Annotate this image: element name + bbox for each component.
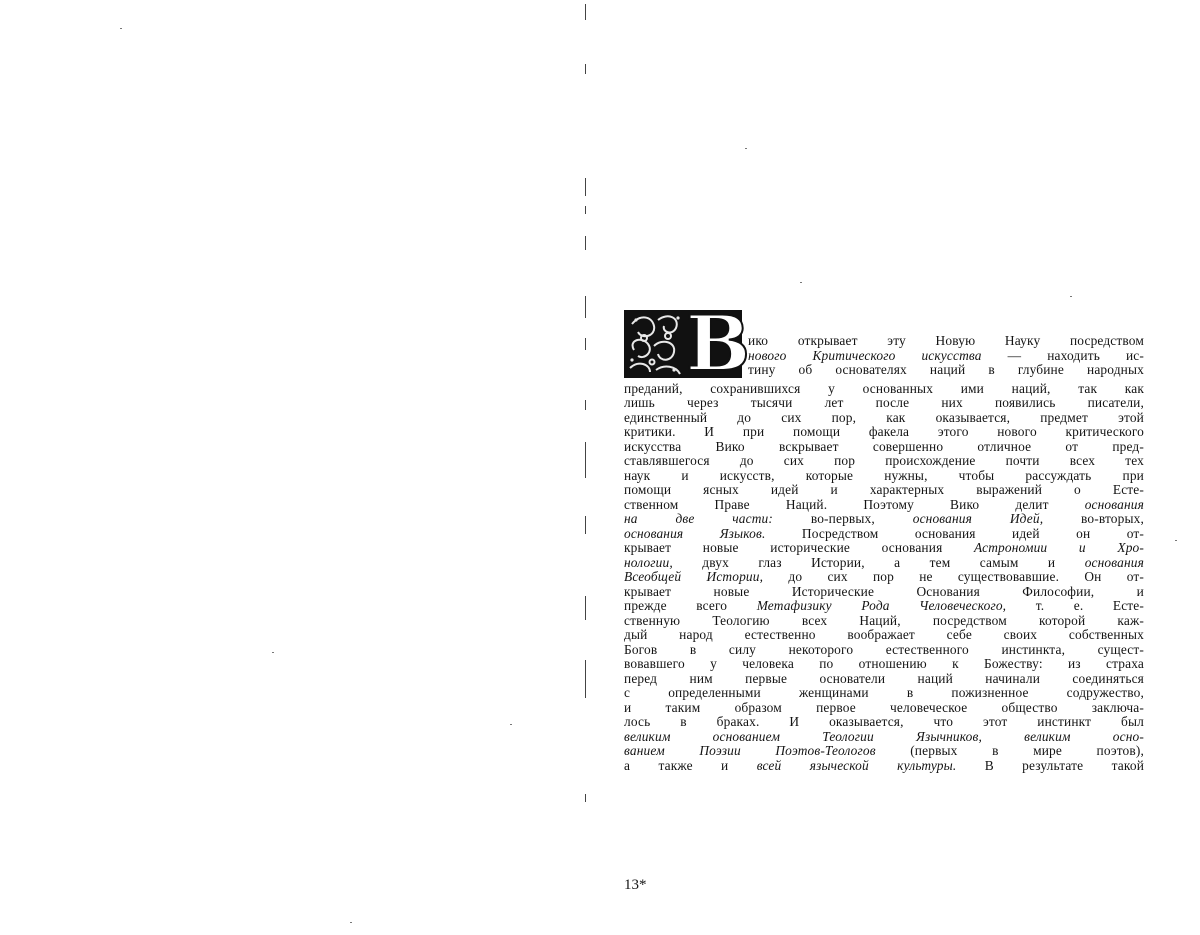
- text-run: ставлявшегося до сих пор происхождение почти всех тех: [624, 453, 1144, 468]
- text-line: [624, 556, 1144, 571]
- text-run: критики. И при помощи факела этого нового критического: [624, 424, 1144, 439]
- italic-text: основания Идей,: [912, 511, 1044, 526]
- text-line: [624, 483, 1144, 498]
- text-run: наук и искусств, которые нужны, чтобы рассуждать при: [624, 467, 1144, 483]
- text-run: вовавшего у человека по отношению к Божеству: из страха: [624, 656, 1144, 671]
- text-line: [624, 498, 1144, 513]
- text-line: [624, 363, 1144, 378]
- scan-speck: [745, 148, 747, 149]
- text-line: [624, 628, 1144, 643]
- italic-text: Всеобщей Истории,: [624, 569, 764, 584]
- text-line: [624, 744, 1144, 759]
- text-run: (первых в мире поэтов),: [875, 743, 1144, 758]
- text-run: до сих пор не существовавшие. Он от-: [763, 569, 1144, 584]
- italic-text: нологии,: [624, 554, 673, 570]
- text-line: [624, 715, 1144, 730]
- text-line: [624, 759, 1144, 774]
- scan-speck: [800, 282, 802, 283]
- drop-cap-letter: В: [686, 299, 751, 388]
- text-line: [624, 440, 1144, 455]
- text-run: лось в браках. И оказывается, что этот инстинкт был: [624, 714, 1144, 729]
- italic-text: основания Языков.: [624, 525, 766, 541]
- scan-speck: [350, 922, 352, 923]
- text-run: единственный до сих пор, как оказывается, предмет этой: [624, 409, 1144, 425]
- text-line: [624, 469, 1144, 484]
- italic-text: на две части:: [624, 511, 774, 526]
- italic-text: Астрономии и Хро-: [974, 540, 1144, 555]
- text-run: а также и: [624, 757, 757, 773]
- text-run: крывает новые исторические основания: [624, 540, 975, 555]
- italic-text: основания: [1084, 496, 1144, 512]
- text-run: преданий, сохранившихся у основанных ими наций, так как: [624, 380, 1144, 396]
- text-run: помощи ясных идей и характерных выражений о Есте-: [624, 482, 1144, 497]
- text-line: [624, 730, 1144, 745]
- text-run: дый народ естественно воображает себе своих собственных: [624, 627, 1144, 642]
- text-run: во-первых,: [773, 511, 913, 526]
- text-run: перед ним первые основатели наций начинали соединяться: [624, 670, 1144, 686]
- text-run: искусства Вико вскрывает совершенно отличное от пред-: [624, 438, 1144, 454]
- scan-speck: [510, 724, 512, 725]
- text-run: Посредством основания идей он от-: [765, 525, 1144, 541]
- scan-speck: [1070, 296, 1072, 297]
- text-line: [624, 512, 1144, 527]
- italic-text: нового Критического искусства: [748, 347, 982, 363]
- scan-speck: [1175, 540, 1177, 541]
- text-line: [624, 396, 1144, 411]
- text-run: тину об основателях наций в глубине народных: [748, 362, 1144, 377]
- text-line: [624, 614, 1144, 629]
- text-run: и таким образом первое человеческое общество заключа-: [624, 699, 1144, 715]
- text-line: [624, 454, 1144, 469]
- scan-speck: [120, 28, 122, 29]
- text-line: [624, 382, 1144, 397]
- text-line: [624, 425, 1144, 440]
- text-line: [624, 701, 1144, 716]
- text-line: [624, 334, 1144, 349]
- text-line: [624, 411, 1144, 426]
- text-run: ственном Праве Наций. Поэтому Вико делит: [624, 496, 1085, 512]
- text-run: В результате такой: [956, 757, 1145, 773]
- text-run: — находить ис-: [981, 347, 1144, 363]
- text-line: [624, 599, 1144, 614]
- text-line: [624, 585, 1144, 600]
- text-run: крывает новые Исторические Основания Философии, и: [624, 583, 1144, 599]
- text-run: лишь через тысячи лет после них появились писатели,: [624, 395, 1144, 410]
- italic-text: всей языческой культуры.: [756, 757, 957, 773]
- text-line: [624, 527, 1144, 542]
- italic-text: великим основанием Теологии Язычников, великим осно-: [624, 728, 1144, 744]
- text-line: [624, 686, 1144, 701]
- text-run: двух глаз Истории, а тем самым и: [672, 554, 1085, 570]
- text-run: с определенными женщинами в пожизненное содружество,: [624, 685, 1144, 700]
- text-run: во-вторых,: [1043, 511, 1144, 526]
- italic-text: Метафизику Рода Человеческого,: [756, 598, 1007, 613]
- italic-text: основания: [1084, 554, 1144, 570]
- text-line: [624, 643, 1144, 658]
- text-run: Богов в силу некоторого естественного инстинкта, сущест-: [624, 641, 1144, 657]
- italic-text: ванием Поэзии Поэтов-Теологов: [624, 743, 876, 758]
- page-number: 13*: [624, 877, 647, 893]
- text-line: [624, 349, 1144, 364]
- text-line: [624, 672, 1144, 687]
- text-line: [624, 541, 1144, 556]
- text-run: т. е. Есте-: [1006, 598, 1144, 613]
- text-run: ственную Теологию всех Наций, посредством которой каж-: [624, 612, 1144, 628]
- text-line: [624, 570, 1144, 585]
- scan-speck: [272, 652, 274, 653]
- binding-gutter: [583, 0, 589, 935]
- text-line: [624, 657, 1144, 672]
- text-run: прежде всего: [624, 598, 757, 613]
- text-run: ико открывает эту Новую Науку посредством: [748, 333, 1144, 348]
